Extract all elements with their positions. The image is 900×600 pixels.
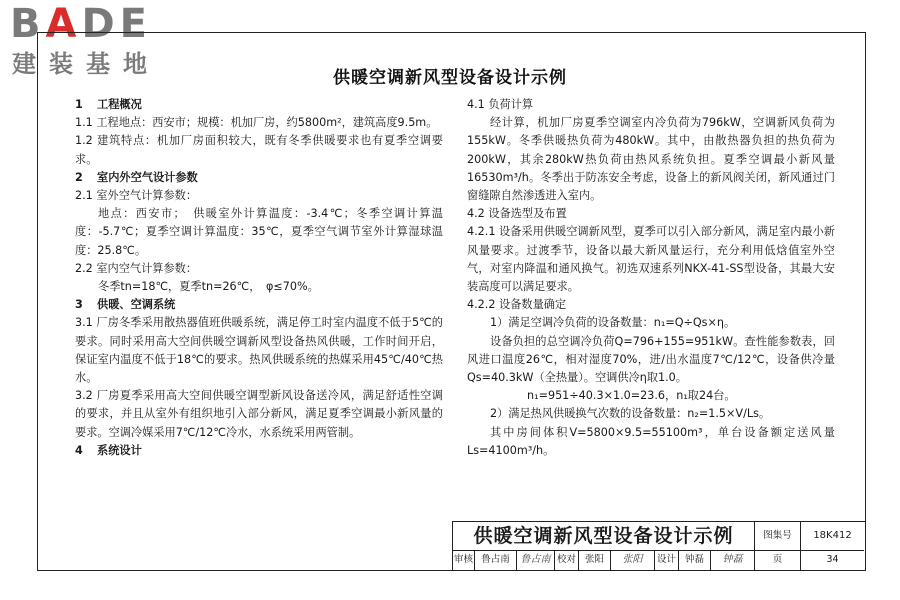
paragraph: 3.2 厂房夏季采用高大空间供暖空调型新风设备送冷风，满足舒适性空调的要求，并且从室外有组织地引入部分新风，满足夏季空调最小新风量的要求。空调冷媒采用7℃/12℃冷水，水系统采用两管制。	[75, 389, 443, 439]
paragraph: 其中房间体积V=5800×9.5=55100m³，单台设备额定送风量Ls=4100m³/h。	[467, 425, 835, 457]
page-title: 供暖空调新风型设备设计示例	[333, 68, 567, 88]
paragraph: 冬季tn=18℃，夏季tn=26℃， φ≤70%。	[98, 280, 319, 294]
atlas-number-label: 图集号	[755, 522, 801, 551]
title-block	[452, 521, 866, 571]
paragraph: 4.2.2 设备数量确定	[467, 298, 567, 312]
paragraph: 4.1 负荷计算	[467, 98, 534, 111]
section-heading-text: 工程概况	[97, 98, 142, 111]
paragraph: 1.1 工程地点：西安市；规模：机加厂房，约5800m²，建筑高度9.5m。	[75, 116, 438, 130]
paragraph: 3.1 厂房冬季采用散热器值班供暖系统，满足停工时室内温度不低于5℃的要求。同时采用高大空间供暖空调新风型设备热风供暖，工作时间开启，保证室内温度不低于18℃的要求。热风供暖系统的热媒采用45℃/40℃热水。	[75, 316, 443, 385]
paragraph: 经计算，机加厂房夏季空调室内冷负荷为796kW，空调新风负荷为155kW。冬季供暖热负荷为480kW。其中，由散热器负担的热负荷为200kW，其余280kW热负荷由热风系统负担。夏季空调最小新风量16530m³/h。冬季出于防冻安全考虑，设备上的新风阀关闭，新风通过门窗缝隙自然渗透进入室内。	[467, 116, 835, 203]
section-heading-text: 室内外空气设计参数	[97, 170, 198, 184]
logo-accent-letter: A	[45, 1, 82, 47]
paragraph: 1.2 建筑特点：机加厂房面积较大，既有冬季供暖要求也有夏季空调要求。	[75, 134, 443, 166]
checker-signature: 张阳	[611, 551, 655, 570]
section-number: 2	[75, 170, 83, 184]
check-label: 校对	[555, 551, 579, 570]
checker-name: 张阳	[579, 551, 611, 570]
logo-subtitle: 建装基地	[12, 50, 160, 78]
section-number: 4	[75, 443, 83, 457]
section-heading	[75, 442, 443, 460]
paragraph: 4.2 设备选型及布置	[467, 207, 567, 221]
section-number: 1	[75, 98, 83, 111]
left-column	[75, 96, 443, 460]
section-heading-text: 系统设计	[97, 443, 142, 457]
paragraph: 4.2.1 设备采用供暖空调新风型，夏季可以引入部分新风，满足室内最小新风量要求。过渡季节，设备以最大新风量运行，充分利用低焓值室外空气，对室内降温和通风换气。初选双速系列NKX-41-SS型设备，其最大安装高度可以满足要求。	[467, 225, 835, 294]
right-column	[467, 96, 835, 460]
design-label: 设计	[655, 551, 679, 570]
section-heading	[75, 96, 443, 114]
section-heading	[75, 296, 443, 314]
section-number: 3	[75, 298, 83, 312]
paragraph: 2.2 室内空气计算参数：	[75, 261, 198, 275]
section-heading	[75, 169, 443, 187]
section-heading-text: 供暖、空调系统	[97, 298, 176, 312]
designer-signature: 钟磊	[711, 551, 755, 570]
designer-name: 钟磊	[679, 551, 711, 570]
page-number: 34	[826, 554, 839, 565]
paragraph: 设备负担的总空调冷负荷Q=796+155=951kW。查性能参数表，回风进口温度26℃，相对湿度70%，进/出水温度7℃/12℃，设备供冷量Qs=40.3kW（全热量）。空调供冷η取1.0。	[467, 334, 835, 385]
atlas-number: 18K412	[801, 522, 864, 551]
paragraph: 1）满足空调冷负荷的设备数量：n₁=Q÷Qs×η。	[490, 316, 736, 330]
page-label: 页	[755, 551, 801, 570]
paragraph: 地点：西安市； 供暖室外计算温度：-3.4℃；冬季空调计算温度：-5.7℃；夏季空调计算温度：35℃，夏季空气调节室外计算湿球温度：25.8℃。	[75, 207, 443, 257]
reviewer-name: 鲁占南	[475, 551, 517, 570]
formula-line: n₁=951÷40.3×1.0=23.6，n₁取24台。	[527, 389, 736, 403]
logo-wordmark: BADE	[10, 1, 152, 47]
paragraph: 2）满足热风供暖换气次数的设备数量：n₂=1.5×V/Ls。	[490, 407, 771, 421]
paragraph: 2.1 室外空气计算参数：	[75, 189, 198, 203]
review-label: 审核	[453, 551, 475, 570]
title-block-title: 供暖空调新风型设备设计示例	[453, 522, 755, 551]
reviewer-signature: 鲁占南	[517, 551, 555, 570]
